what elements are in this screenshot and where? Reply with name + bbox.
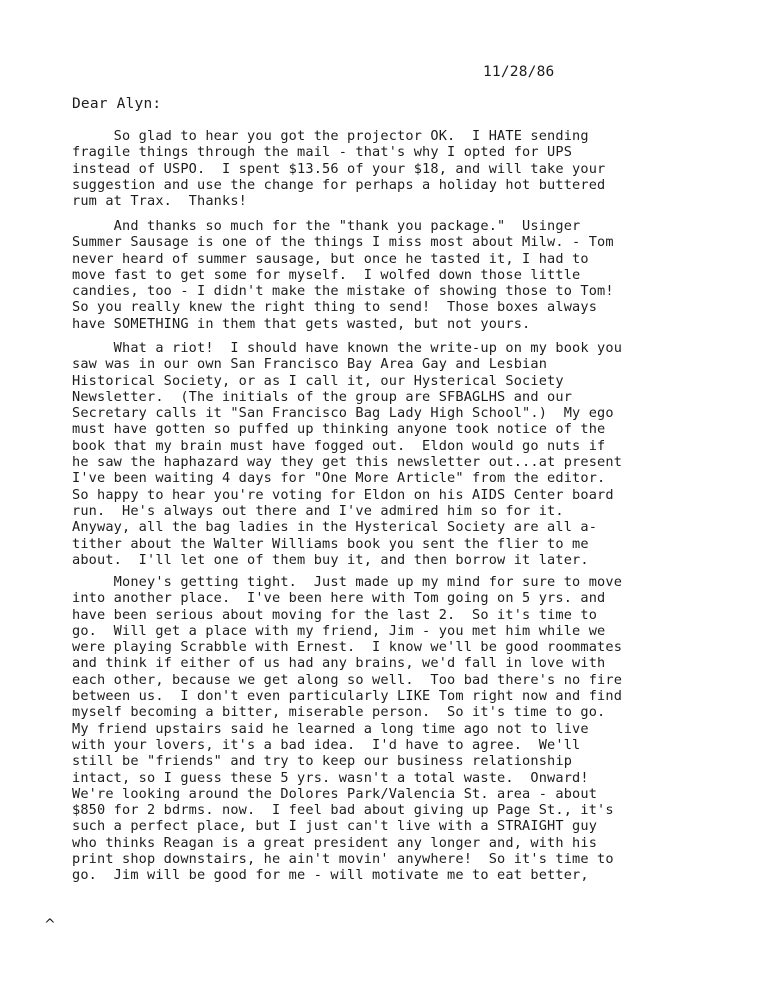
salutation: Dear Alyn: bbox=[72, 96, 162, 112]
letter-line: instead of USPO. I spent $13.56 of your $18, and will take your bbox=[72, 160, 606, 177]
paragraph-2 bbox=[72, 218, 772, 332]
letter-line: still be "friends" and try to keep our business relationship bbox=[72, 753, 573, 770]
letter-line: fragile things through the mail - that's why I opted for UPS bbox=[72, 144, 573, 161]
letter-line: must have gotten so puffed up thinking anyone took notice of the bbox=[72, 421, 606, 438]
letter-line: go. Will get a place with my friend, Jim - you met him while we bbox=[72, 622, 606, 639]
letter-line: Money's getting tight. Just made up my mind for sure to move bbox=[72, 574, 623, 590]
letter-line: My friend upstairs said he learned a long time ago not to live bbox=[72, 720, 589, 737]
letter-line: $850 for 2 bdrms. now. I feel bad about giving up Page St., it's bbox=[72, 802, 614, 819]
letter-line: never heard of summer sausage, but once he tasted it, I had to bbox=[72, 250, 589, 267]
paragraph-1 bbox=[72, 128, 772, 209]
letter-line: who thinks Reagan is a great president any longer and, with his bbox=[72, 834, 598, 851]
letter-line: intact, so I guess these 5 yrs. wasn't a total waste. Onward! bbox=[72, 769, 589, 786]
letter-line: So glad to hear you got the projector OK. I HATE sending bbox=[72, 128, 589, 144]
letter-line: suggestion and use the change for perhaps a holiday hot buttered bbox=[72, 176, 606, 193]
letter-line: I've been waiting 4 days for "One More Article" from the editor. bbox=[72, 470, 606, 487]
letter-line: were playing Scrabble with Ernest. I know we'll be good roommates bbox=[72, 639, 623, 656]
letter-line: book that my brain must have fogged out. Eldon would go nuts if bbox=[72, 437, 606, 454]
letter-line: into another place. I've been here with Tom going on 5 yrs. and bbox=[72, 590, 606, 607]
letter-date: 11/28/86 bbox=[483, 64, 555, 80]
letter-line: Anyway, all the bag ladies in the Hysterical Society are all a- bbox=[72, 519, 598, 536]
letter-line: So happy to hear you're voting for Eldon on his AIDS Center board bbox=[72, 486, 614, 503]
letter-line: and think if either of us had any brains, we'd fall in love with bbox=[72, 655, 606, 672]
letter-line: rum at Trax. Thanks! bbox=[72, 193, 248, 210]
letter-line: So you really knew the right thing to send! Those boxes always bbox=[72, 299, 598, 316]
letter-line: saw was in our own San Francisco Bay Area Gay and Lesbian bbox=[72, 356, 548, 373]
caret-mark: ^ bbox=[44, 917, 56, 933]
letter-line: What a riot! I should have known the write-up on my book you bbox=[72, 340, 623, 356]
letter-line: each other, because we get along so well. Too bad there's no fire bbox=[72, 671, 623, 688]
letter-line: about. I'll let one of them buy it, and then borrow it later. bbox=[72, 551, 589, 568]
letter-line: And thanks so much for the "thank you package." Usinger bbox=[72, 218, 581, 234]
paragraph-4 bbox=[72, 574, 772, 884]
paragraph-3 bbox=[72, 340, 772, 568]
letter-line: Historical Society, or as I call it, our Hysterical Society bbox=[72, 372, 564, 389]
letter-line: tither about the Walter Williams book you sent the flier to me bbox=[72, 535, 589, 552]
letter-line: myself becoming a bitter, miserable person. So it's time to go. bbox=[72, 704, 606, 721]
letter-line: Secretary calls it "San Francisco Bag Lady High School".) My ego bbox=[72, 405, 614, 422]
letter-line: with your lovers, it's a bad idea. I'd have to agree. We'll bbox=[72, 736, 581, 753]
letter-line: go. Jim will be good for me - will motivate me to eat better, bbox=[72, 867, 589, 884]
letter-line: have SOMETHING in them that gets wasted, but not yours. bbox=[72, 315, 531, 332]
letter-line: Newsletter. (The initials of the group are SFBAGLHS and our bbox=[72, 388, 573, 405]
letter-line: We're looking around the Dolores Park/Valencia St. area - about bbox=[72, 785, 598, 802]
letter-line: he saw the haphazard way they get this newsletter out...at present bbox=[72, 454, 623, 471]
letter-line: candies, too - I didn't make the mistake of showing those to Tom! bbox=[72, 283, 614, 300]
letter-line: Summer Sausage is one of the things I miss most about Milw. - Tom bbox=[72, 234, 614, 251]
letter-line: between us. I don't even particularly LIKE Tom right now and find bbox=[72, 688, 623, 705]
letter-line: print shop downstairs, he ain't movin' anywhere! So it's time to bbox=[72, 851, 614, 868]
letter-line: have been serious about moving for the last 2. So it's time to bbox=[72, 606, 598, 623]
letter-line: such a perfect place, but I just can't live with a STRAIGHT guy bbox=[72, 818, 598, 835]
letter-line: run. He's always out there and I've admired him so for it. bbox=[72, 502, 564, 519]
letter-line: move fast to get some for myself. I wolfed down those little bbox=[72, 266, 581, 283]
